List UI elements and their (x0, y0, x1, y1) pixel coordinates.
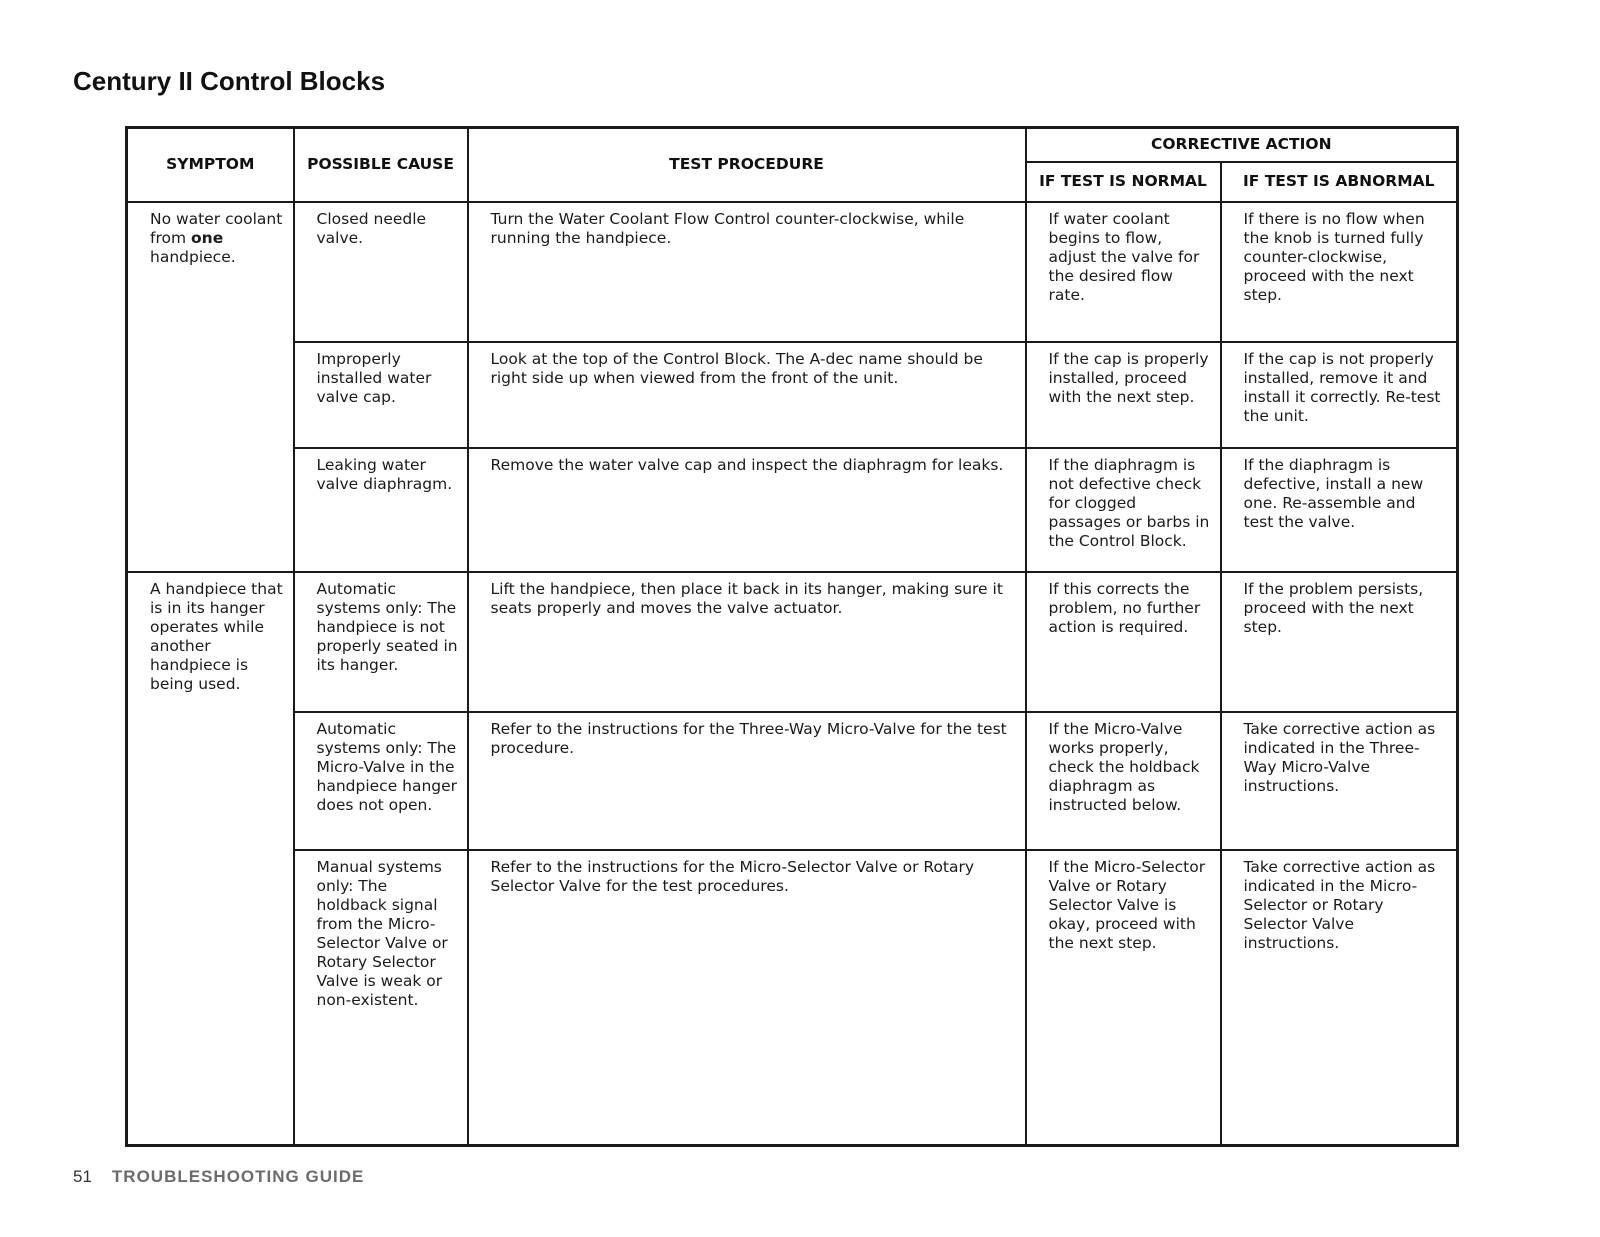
cause-cell: Improperly installed water valve cap. (294, 342, 468, 448)
normal-cell: If this corrects the problem, no further action is required. (1026, 572, 1221, 712)
page-title: Century II Control Blocks (73, 66, 386, 96)
normal-cell: If water coolant begins to flow, adjust the valve for the desired flow rate. (1026, 202, 1221, 342)
header-possible-cause: POSSIBLE CAUSE (294, 128, 468, 202)
symptom-text: No water coolant from (150, 209, 283, 247)
procedure-cell: Refer to the instructions for the Micro-Selector Valve or Rotary Selector Valve for the test procedures. (468, 850, 1026, 1146)
normal-cell: If the Micro-Valve works properly, check the holdback diaphragm as instructed below. (1026, 712, 1221, 850)
symptom-text: handpiece. (150, 247, 236, 266)
header-corrective-action: CORRECTIVE ACTION (1026, 128, 1458, 162)
table-row (127, 202, 1458, 342)
header-if-normal: IF TEST IS NORMAL (1026, 162, 1221, 202)
page-number: 51 (73, 1167, 92, 1186)
cause-cell: Leaking water valve diaphragm. (294, 448, 468, 572)
abnormal-cell: If the cap is not properly installed, remove it and install it correctly. Re-test the unit. (1221, 342, 1458, 448)
table-row (127, 850, 1458, 1146)
header-test-procedure: TEST PROCEDURE (468, 128, 1026, 202)
normal-cell: If the Micro-Selector Valve or Rotary Selector Valve is okay, proceed with the next step. (1026, 850, 1221, 1146)
header-symptom: SYMPTOM (127, 128, 294, 202)
procedure-cell: Lift the handpiece, then place it back in its hanger, making sure it seats properly and moves the valve actuator. (468, 572, 1026, 712)
symptom-cell (127, 202, 294, 572)
cause-cell: Manual systems only: The holdback signal from the Micro-Selector Valve or Rotary Selector Valve is weak or non-existent. (294, 850, 468, 1146)
header-if-abnormal: IF TEST IS ABNORMAL (1221, 162, 1458, 202)
abnormal-cell: If the problem persists, proceed with the next step. (1221, 572, 1458, 712)
procedure-cell: Look at the top of the Control Block. The A-dec name should be right side up when viewed from the front of the unit. (468, 342, 1026, 448)
cause-cell: Closed needle valve. (294, 202, 468, 342)
procedure-cell: Remove the water valve cap and inspect the diaphragm for leaks. (468, 448, 1026, 572)
symptom-emphasis: one (191, 228, 224, 247)
cause-cell: Automatic systems only: The handpiece is not properly seated in its hanger. (294, 572, 468, 712)
page-footer (73, 1167, 364, 1187)
procedure-cell: Refer to the instructions for the Three-Way Micro-Valve for the test procedure. (468, 712, 1026, 850)
procedure-cell: Turn the Water Coolant Flow Control counter-clockwise, while running the handpiece. (468, 202, 1026, 342)
table-row (127, 712, 1458, 850)
abnormal-cell: If the diaphragm is defective, install a new one. Re-assemble and test the valve. (1221, 448, 1458, 572)
abnormal-cell: Take corrective action as indicated in the Micro-Selector or Rotary Selector Valve instructions. (1221, 850, 1458, 1146)
table-row (127, 572, 1458, 712)
symptom-cell: A handpiece that is in its hanger operates while another handpiece is being used. (127, 572, 294, 1146)
troubleshooting-table (125, 126, 1459, 1147)
table-row (127, 448, 1458, 572)
section-label: TROUBLESHOOTING GUIDE (111, 1167, 365, 1186)
normal-cell: If the cap is properly installed, proceed with the next step. (1026, 342, 1221, 448)
abnormal-cell: If there is no flow when the knob is turned fully counter-clockwise, proceed with the next step. (1221, 202, 1458, 342)
normal-cell: If the diaphragm is not defective check for clogged passages or barbs in the Control Block. (1026, 448, 1221, 572)
table-row (127, 342, 1458, 448)
abnormal-cell: Take corrective action as indicated in the Three-Way Micro-Valve instructions. (1221, 712, 1458, 850)
cause-cell: Automatic systems only: The Micro-Valve in the handpiece hanger does not open. (294, 712, 468, 850)
